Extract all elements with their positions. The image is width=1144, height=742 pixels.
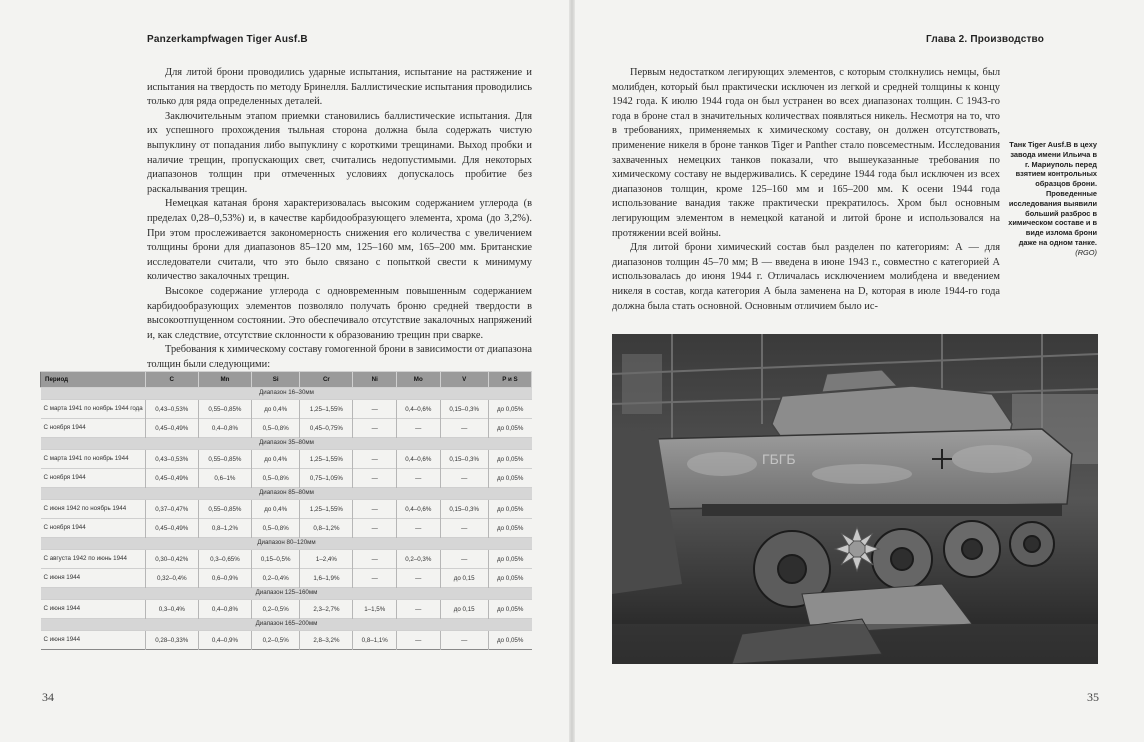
cell-ni: —: [353, 419, 397, 438]
cell-ni: —: [353, 500, 397, 519]
section-title: Диапазон 16–30мм: [41, 388, 532, 400]
cell-mo: —: [397, 469, 441, 488]
cell-si: 0,5–0,8%: [252, 419, 300, 438]
cell-v: до 0,15: [440, 600, 488, 619]
armor-composition-table: [40, 371, 532, 650]
cell-mn: 0,6–1%: [198, 469, 251, 488]
cell-si: до 0,4%: [252, 400, 300, 419]
left-running-head: Panzerkampfwagen Tiger Ausf.B: [147, 34, 308, 45]
section-title: Диапазон 165–200мм: [41, 619, 532, 631]
cell-mn: 0,55–0,85%: [198, 400, 251, 419]
cell-v: —: [440, 469, 488, 488]
cell-mo: —: [397, 631, 441, 650]
cell-cr: 1,25–1,55%: [300, 500, 353, 519]
cell-mn: 0,6–0,9%: [198, 569, 251, 588]
right-paragraph: Для литой брони химический состав был разделен по категориям: А — для диапазонов толщин 45–70 мм; В — введена в июне 1943 г., совместно с категорией А использовалась до июня 1944 г. Отличалась исключением молибдена и введением никеля в состав, когда категория А была заменена на D, которая в июле 1944-го года должна была стать основной. Основным отличием было ис-: [612, 242, 1000, 312]
left-paragraph: Заключительным этапом приемки становились баллистические испытания. Для их успешного прохождения тыльная сторона должна была содержать чистую выпуклину от попадания либо выпуклину с короткими трещинами. Выход пробки и наличие трещин, пропускающих свет, считались недопустимыми. Для некоторых диапазонов толщин при отмеченных условиях допускалось пробитие без раскалывания трещин.: [147, 110, 532, 195]
cell-si: 0,2–0,4%: [252, 569, 300, 588]
cell-c: 0,3–0,4%: [145, 600, 198, 619]
cell-ps: до 0,05%: [488, 569, 531, 588]
photo-caption: [1007, 140, 1097, 258]
cell-cr: 1,6–1,9%: [300, 569, 353, 588]
cell-period: С июня 1944: [41, 631, 146, 650]
caption-credit: (RGO): [1075, 247, 1097, 257]
header-v: V: [440, 372, 488, 388]
left-page-number: 34: [42, 690, 54, 704]
cell-si: 0,2–0,5%: [252, 631, 300, 650]
header-c: C: [145, 372, 198, 388]
table-row: [41, 631, 532, 650]
cell-c: 0,32–0,4%: [145, 569, 198, 588]
cell-v: 0,15–0,3%: [440, 400, 488, 419]
header-ps: P и S: [488, 372, 531, 388]
header-si: Si: [252, 372, 300, 388]
caption-text: Танк Tiger Ausf.B в цеху завода имени Ильича в г. Мариуполь перед взятием контрольных образцов брони. Проведенные исследования выявили больший разброс в химическом составе и в виде излома брони даже на одном танке.: [1008, 140, 1097, 247]
cell-period: С июня 1942 по ноябрь 1944: [41, 500, 146, 519]
cell-period: С ноября 1944: [41, 419, 146, 438]
cell-period: С июня 1944: [41, 569, 146, 588]
cell-mo: —: [397, 419, 441, 438]
cell-v: —: [440, 419, 488, 438]
cell-ni: 0,8–1,1%: [353, 631, 397, 650]
cell-c: 0,43–0,53%: [145, 400, 198, 419]
cell-v: —: [440, 631, 488, 650]
cell-period: С марта 1941 по ноябрь 1944: [41, 450, 146, 469]
cell-si: 0,2–0,5%: [252, 600, 300, 619]
right-text-block: [612, 66, 1000, 314]
section-title: Диапазон 125–160мм: [41, 588, 532, 600]
table-section-row: [41, 538, 532, 550]
cell-v: до 0,15: [440, 569, 488, 588]
cell-cr: 1–2,4%: [300, 550, 353, 569]
cell-cr: 1,25–1,55%: [300, 400, 353, 419]
section-title: Диапазон 85–80мм: [41, 488, 532, 500]
table-section-row: [41, 619, 532, 631]
cell-c: 0,45–0,49%: [145, 419, 198, 438]
cell-si: 0,5–0,8%: [252, 469, 300, 488]
table-row: [41, 400, 532, 419]
cell-mn: 0,4–0,8%: [198, 600, 251, 619]
cell-si: до 0,4%: [252, 450, 300, 469]
cell-period: С ноября 1944: [41, 469, 146, 488]
cell-v: —: [440, 519, 488, 538]
cell-cr: 0,75–1,05%: [300, 469, 353, 488]
table-section-row: [41, 488, 532, 500]
right-running-head: Глава 2. Производство: [926, 34, 1045, 45]
cell-period: С марта 1941 по ноябрь 1944 года: [41, 400, 146, 419]
cell-ni: —: [353, 550, 397, 569]
svg-text:ГБГБ: ГБГБ: [762, 451, 796, 467]
cell-mn: 0,55–0,85%: [198, 450, 251, 469]
cell-ps: до 0,05%: [488, 400, 531, 419]
cell-cr: 2,8–3,2%: [300, 631, 353, 650]
cell-period: С июня 1944: [41, 600, 146, 619]
cell-cr: 0,45–0,75%: [300, 419, 353, 438]
cell-ps: до 0,05%: [488, 631, 531, 650]
cell-cr: 2,3–2,7%: [300, 600, 353, 619]
cell-ni: —: [353, 519, 397, 538]
cell-ni: —: [353, 469, 397, 488]
header-mn: Mn: [198, 372, 251, 388]
cell-c: 0,37–0,47%: [145, 500, 198, 519]
cell-si: до 0,4%: [252, 500, 300, 519]
cell-c: 0,45–0,49%: [145, 469, 198, 488]
cell-c: 0,45–0,49%: [145, 519, 198, 538]
table-row: [41, 469, 532, 488]
cell-c: 0,28–0,33%: [145, 631, 198, 650]
cell-mn: 0,4–0,9%: [198, 631, 251, 650]
cell-mo: 0,2–0,3%: [397, 550, 441, 569]
cell-ni: —: [353, 400, 397, 419]
cell-v: —: [440, 550, 488, 569]
cell-ps: до 0,05%: [488, 419, 531, 438]
cell-ps: до 0,05%: [488, 500, 531, 519]
cell-cr: 0,8–1,2%: [300, 519, 353, 538]
cell-period: С ноября 1944: [41, 519, 146, 538]
cell-mo: 0,4–0,6%: [397, 500, 441, 519]
left-text-block: [147, 66, 532, 372]
table-section-row: [41, 388, 532, 400]
cell-ps: до 0,05%: [488, 550, 531, 569]
cell-v: 0,15–0,3%: [440, 500, 488, 519]
cell-c: 0,43–0,53%: [145, 450, 198, 469]
table-header-row: [41, 372, 532, 388]
table-body: [41, 388, 532, 650]
section-title: Диапазон 35–80мм: [41, 438, 532, 450]
cell-mo: —: [397, 519, 441, 538]
table-row: [41, 500, 532, 519]
cell-mn: 0,3–0,65%: [198, 550, 251, 569]
cell-ni: —: [353, 569, 397, 588]
cell-ps: до 0,05%: [488, 450, 531, 469]
header-mo: Mo: [397, 372, 441, 388]
right-paragraph: Первым недостатком легирующих элементов, с которым столкнулись немцы, был молибден, который был практически исключен из легкой и средней толщины к концу 1942 года. К июлю 1944 года он был устранен во всех диапазонах толщин. С 1943-го года в броне стал в значительных количествах появляться никель. Несмотря на то, что в требованиях, применяемых к химическому составу, он должен отсутствовать, применение никеля в броне танков Tiger и Panther стало повсеместным. Исследования захваченных немецких танков показали, что вышеуказанные требования по химическому составу не выдерживались. К середине 1944 года был исключен из всех диапазонов толщин, кроме 125–160 мм и 165–200 мм. К осени 1944 года использование ванадия также практически прекратилось. Хром был основным легирующим элементом в немецкой катаной и литой броне и использовался на протяжении всей войны.: [612, 67, 1000, 239]
cell-ps: до 0,05%: [488, 519, 531, 538]
tank-photo-illustration: [612, 334, 1098, 664]
table-row: [41, 600, 532, 619]
right-page-number: 35: [1087, 690, 1099, 704]
table-section-row: [41, 588, 532, 600]
cell-mo: —: [397, 569, 441, 588]
cell-c: 0,30–0,42%: [145, 550, 198, 569]
cell-mo: 0,4–0,6%: [397, 450, 441, 469]
gutter: [569, 0, 575, 742]
left-paragraph: Требования к химическому составу гомогенной брони в зависимости от диапазона толщин были следующими:: [147, 344, 532, 370]
header-cr: Cr: [300, 372, 353, 388]
header-ni: Ni: [353, 372, 397, 388]
table-row: [41, 569, 532, 588]
left-paragraph: Для литой брони проводились ударные испытания, испытание на растяжение и испытания на твердость по методу Бринелля. Баллистические испытания проводились только для ряда определенных деталей.: [147, 67, 532, 108]
section-title: Диапазон 80–120мм: [41, 538, 532, 550]
cell-si: 0,15–0,5%: [252, 550, 300, 569]
cell-si: 0,5–0,8%: [252, 519, 300, 538]
cell-mo: —: [397, 600, 441, 619]
cell-cr: 1,25–1,55%: [300, 450, 353, 469]
cell-mn: 0,55–0,85%: [198, 500, 251, 519]
left-paragraph: Высокое содержание углерода с одновременным повышенным содержанием карбидообразующих элементов позволяло получать броню средней твердости в высокоотпущенном состоянии. Это обеспечивало отсутствие закалочных напряжений и, как следствие, отсутствие склонности к образованию трещин при сварке.: [147, 285, 532, 341]
cell-mn: 0,8–1,2%: [198, 519, 251, 538]
cell-ni: —: [353, 450, 397, 469]
cell-ps: до 0,05%: [488, 600, 531, 619]
cell-v: 0,15–0,3%: [440, 450, 488, 469]
table-section-row: [41, 438, 532, 450]
cell-mn: 0,4–0,8%: [198, 419, 251, 438]
table-row: [41, 450, 532, 469]
cell-ni: 1–1,5%: [353, 600, 397, 619]
table-row: [41, 550, 532, 569]
table-row: [41, 519, 532, 538]
tank-photograph: [612, 334, 1098, 664]
cell-mo: 0,4–0,6%: [397, 400, 441, 419]
header-period: Период: [41, 372, 146, 388]
cell-ps: до 0,05%: [488, 469, 531, 488]
left-paragraph: Немецкая катаная броня характеризовалась высоким содержанием углерода (в пределах 0,28–0,53%) и, в качестве карбидообразующего элемента, хрома (до 3,2%). При этом прослеживается закономерность снижения его количества с увеличением толщины брони для диапазонов 85–120 мм, 125–160 мм, 165–200 мм. Британские исследователи считали, что это было связано с попыткой свести к минимуму количество закалочных трещин.: [147, 198, 532, 283]
table-row: [41, 419, 532, 438]
cell-period: С августа 1942 по июнь 1944: [41, 550, 146, 569]
